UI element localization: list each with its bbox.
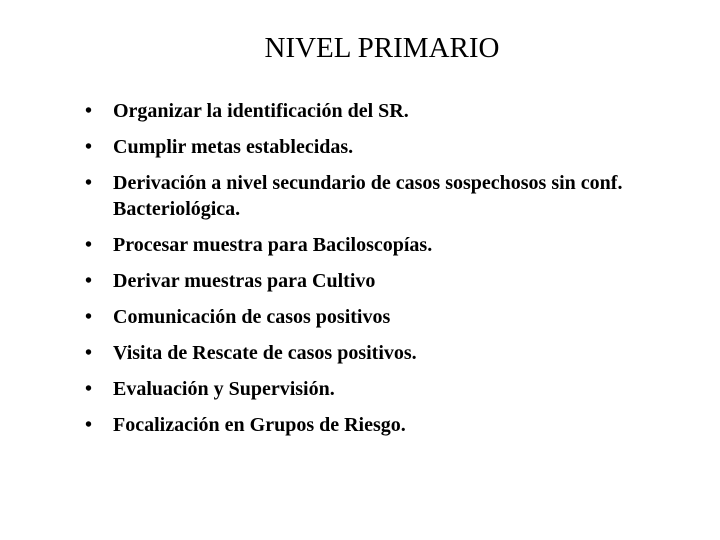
bullet-text: Derivar muestras para Cultivo	[113, 270, 376, 292]
bullet-item	[82, 98, 682, 124]
bullet-icon: •	[85, 234, 93, 256]
bullet-text: Derivación a nivel secundario de casos sospechosos sin conf. Bacteriológica.	[113, 172, 623, 220]
bullet-list	[82, 98, 682, 448]
bullet-icon: •	[85, 136, 93, 158]
bullet-icon: •	[85, 342, 93, 364]
bullet-text: Comunicación de casos positivos	[113, 306, 391, 328]
bullet-icon: •	[85, 270, 93, 292]
bullet-item	[82, 232, 682, 258]
bullet-icon: •	[85, 414, 93, 436]
bullet-text: Visita de Rescate de casos positivos.	[113, 342, 417, 364]
slide-title: NIVEL PRIMARIO	[264, 32, 500, 64]
bullet-item	[82, 170, 682, 222]
bullet-text: Evaluación y Supervisión.	[113, 378, 335, 400]
bullet-text: Cumplir metas establecidas.	[113, 136, 354, 158]
bullet-item	[82, 340, 682, 366]
bullet-icon: •	[85, 378, 93, 400]
bullet-text: Organizar la identificación del SR.	[113, 100, 409, 122]
bullet-item	[82, 412, 682, 438]
bullet-item	[82, 376, 682, 402]
bullet-icon: •	[85, 172, 93, 194]
bullet-text: Procesar muestra para Baciloscopías.	[113, 234, 433, 256]
bullet-text: Focalización en Grupos de Riesgo.	[113, 414, 406, 436]
bullet-icon: •	[85, 306, 93, 328]
bullet-item	[82, 304, 682, 330]
bullet-item	[82, 268, 682, 294]
bullet-item	[82, 134, 682, 160]
bullet-icon: •	[85, 100, 93, 122]
